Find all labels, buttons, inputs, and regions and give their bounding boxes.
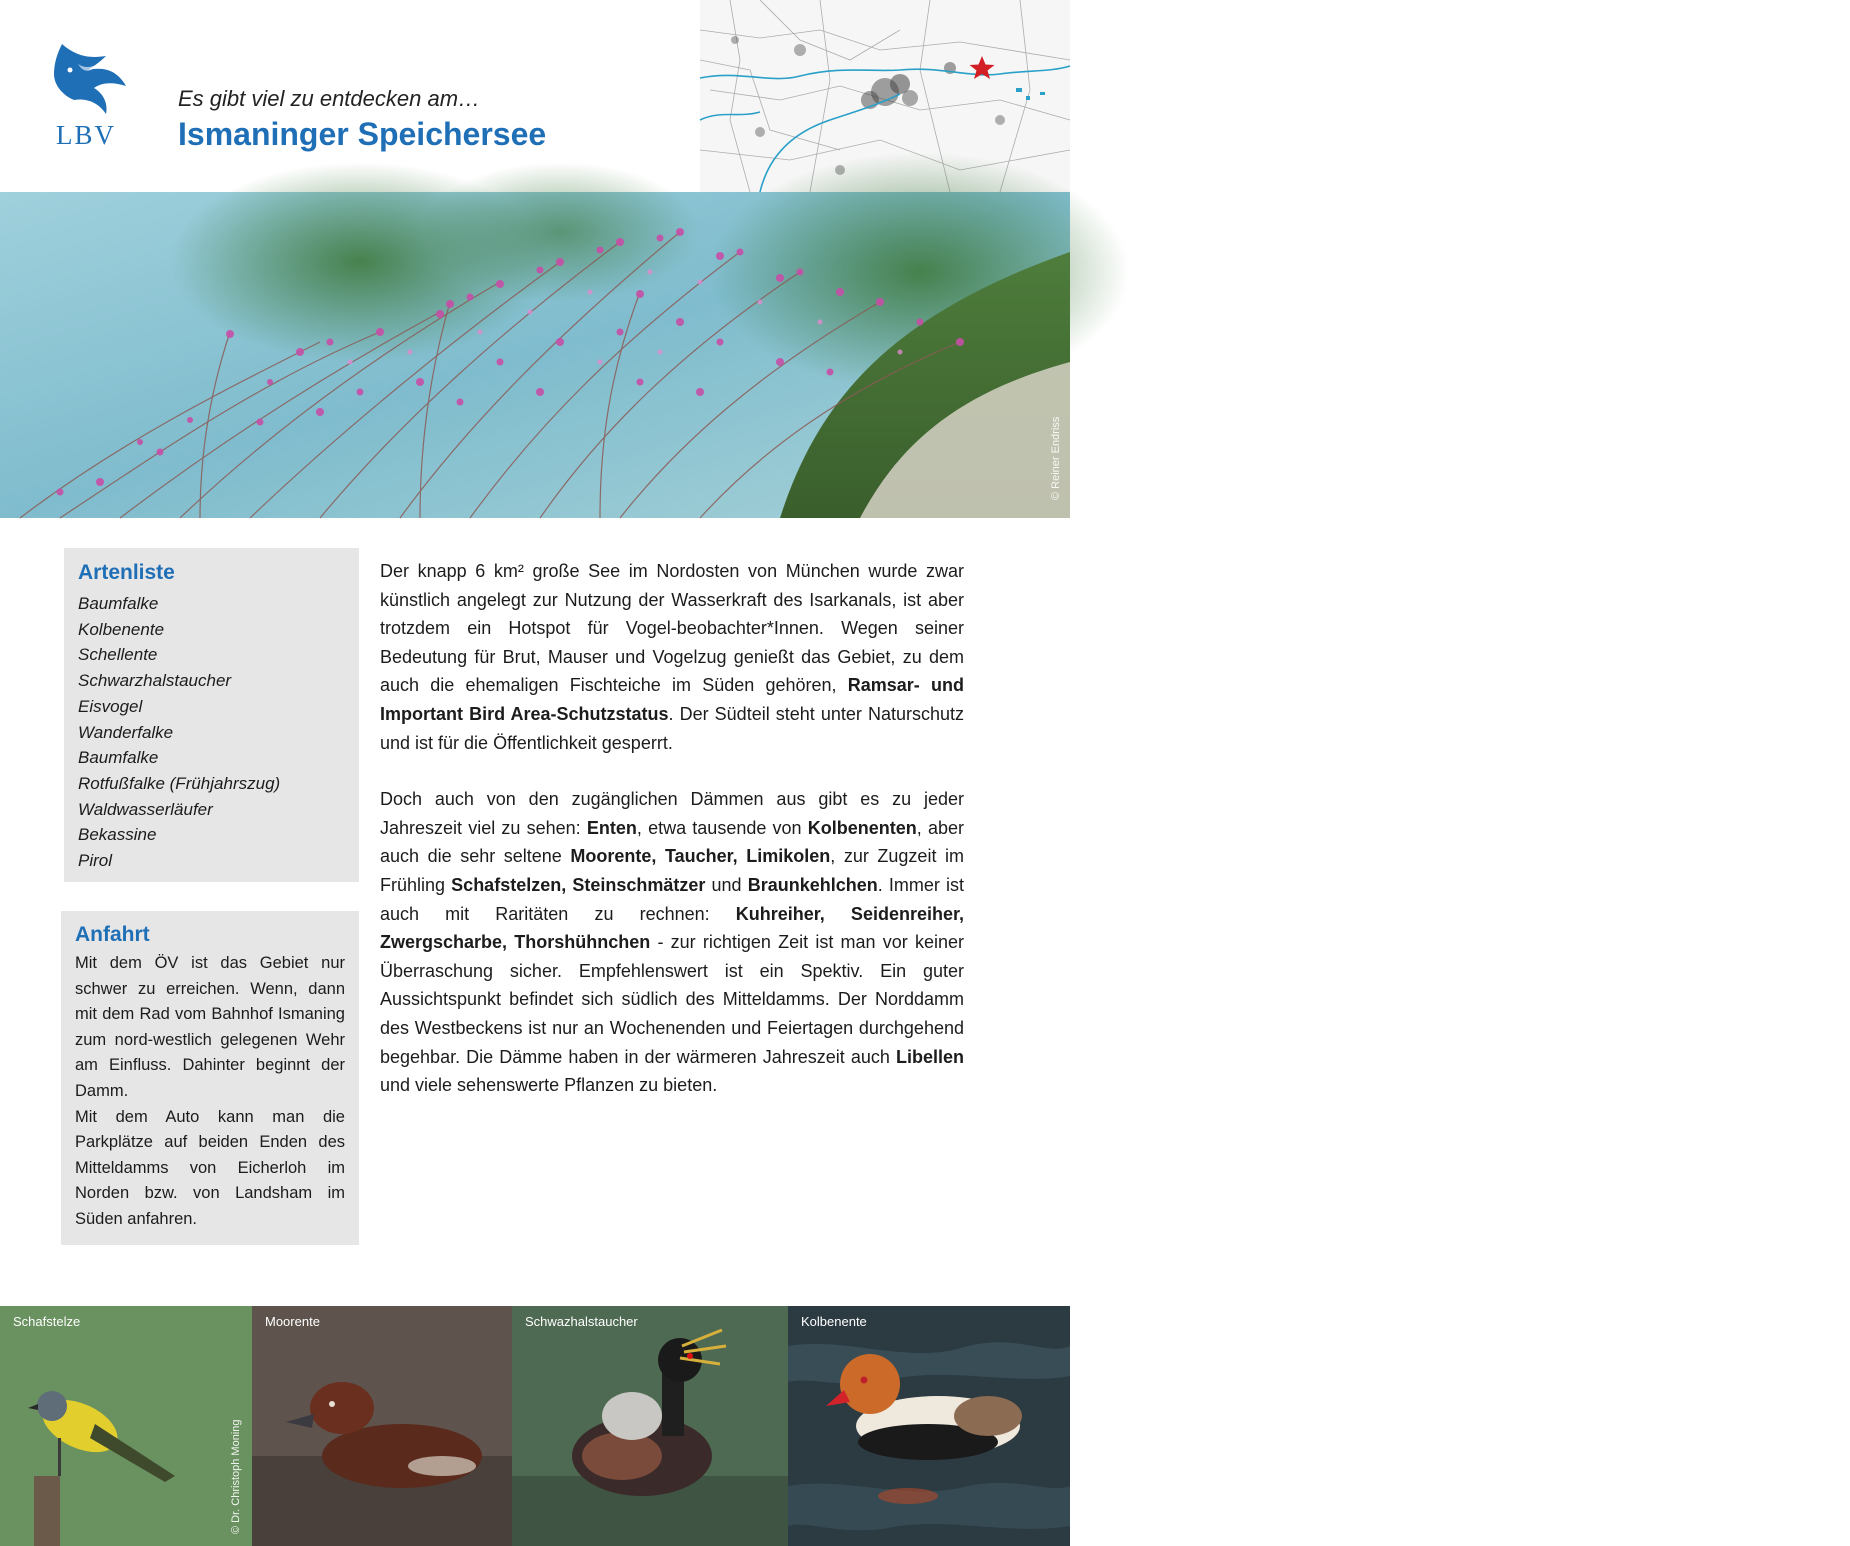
directions-paragraph: Mit dem ÖV ist das Gebiet nur schwer zu erreichen. Wenn, dann mit dem Rad vom Bahnhof Ismaning zum nord-westlich gelegenen Wehr am Einfluss. Dahinter beginnt der Damm. (75, 954, 345, 1100)
list-item: Pirol (78, 851, 113, 871)
photo-caption: Moorente (265, 1314, 320, 1329)
directions-box (61, 911, 359, 1245)
photo-credit: © Werner Borok (1838, 1455, 1850, 1534)
list-item: Waldwasserläufer (78, 799, 213, 819)
list-item: Baumfalke (78, 748, 159, 768)
logo-text: LBV (56, 120, 116, 150)
list-item: Schellente (78, 645, 158, 665)
photo-caption: Schafstelze (13, 1314, 81, 1329)
list-item: Bekassine (78, 825, 157, 845)
main-paragraph-2: Doch auch von den zugänglichen Dämmen aus gibt es zu jeder Jahreszeit viel zu sehen: Enten, etwa tausende von Kolbenenten, aber auch die sehr seltene Moorente, Taucher, Limikolen, zur Zugzeit im Frühling Schafstelzen, Steinschmätzer und Braunkehlchen. Immer ist auch mit Raritäten zu rechnen: Kuhreiher, Seidenreiher, Zwergscharbe, Thorshühnchen - zur richtigen Zeit ist man vor keiner Überraschung sicher. Empfehlenswert ist ein Spektiv. Ein guter Aussichtspunkt befindet sich südlich des Mitteldamms. Der Norddamm des Westbeckens ist nur an Wochenenden und Feiertagen durchgehend begehbar. Die Dämme haben in der wärmeren Jahreszeit auch Libellen und viele sehenswerte Pflanzen zu bieten. (380, 789, 965, 1096)
photo-schafstelze (0, 1306, 252, 1546)
main-text (380, 557, 964, 1128)
photo-credit: © Claudia Becher (1278, 1447, 1290, 1534)
species-list (78, 591, 345, 874)
photo-moorente (252, 1306, 512, 1546)
list-item: Eisvogel (78, 696, 143, 716)
list-item: Baumfalke (78, 594, 159, 613)
photo-caption: Schwazhalstaucher (525, 1314, 638, 1329)
species-list-box (64, 548, 359, 882)
photo-credit: © Reiner Endriss (1050, 416, 1062, 500)
species-list-heading: Artenliste (78, 561, 175, 584)
list-item: Rotfußfalke (Frühjahrszug) (78, 773, 281, 793)
list-item: Kolbenente (78, 619, 165, 639)
directions-heading: Anfahrt (75, 923, 150, 946)
hero-image (0, 192, 1070, 518)
main-paragraph-1: Der knapp 6 km² große See im Nordosten von München wurde zwar künstlich angelegt zur Nutzung der Wasserkraft des Isarkanals, ist aber trotzdem ein Hotspot für Vogel-beobachter*Innen. Wegen seiner Bedeutung für Brut, Mauser und Vogelzug genießt das Gebiet, zu dem auch die ehemaligen Fischteiche im Süden gehören, Ramsar- und Important Bird Area-Schutzstatus. Der Südteil steht unter Naturschutz und ist für die Öffentlichkeit gesperrt. (380, 561, 964, 753)
photo-credit: © Dr. Christoph Moning (230, 1419, 242, 1534)
directions-text (75, 951, 345, 1233)
page-subtitle: Es gibt viel zu entdecken am… (178, 86, 481, 111)
photo-caption: Kolbenente (801, 1314, 867, 1329)
page-title: Ismaninger Speichersee (178, 116, 547, 152)
list-item: Wanderfalke (78, 722, 174, 742)
directions-paragraph: Mit dem Auto kann man die Parkplätze auf beiden Enden des Mitteldamms von Eicherloh im Norden bzw. von Landsham im Süden anfahren. (75, 1107, 345, 1228)
list-item: Schwarzhalstaucher (78, 671, 232, 691)
